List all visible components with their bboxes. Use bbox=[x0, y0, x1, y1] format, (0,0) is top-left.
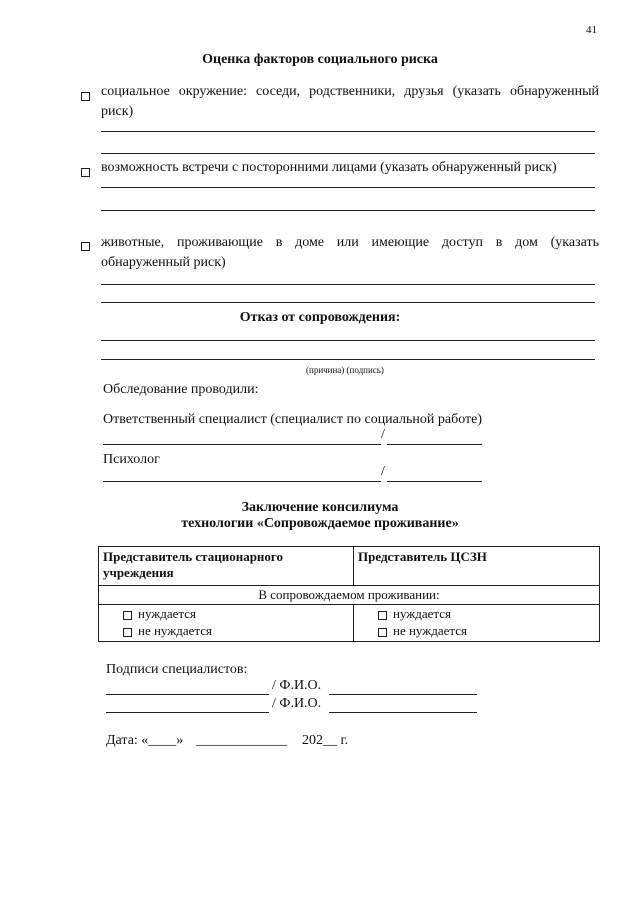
merged-row: В сопровождаемом проживании: bbox=[99, 586, 600, 605]
fio-label: / Ф.И.О. bbox=[272, 678, 322, 693]
checkbox-not-needs-cszn[interactable] bbox=[378, 628, 387, 637]
signature-line-1[interactable] bbox=[106, 694, 269, 695]
date-year: 202__ г. bbox=[302, 733, 349, 748]
fill-line[interactable] bbox=[101, 340, 595, 341]
col-header-institution: Представитель стационарного учреждения bbox=[99, 547, 354, 586]
signature-line-2[interactable] bbox=[106, 712, 269, 713]
checkbox-not-needs-institution[interactable] bbox=[123, 628, 132, 637]
checkbox-needs-institution[interactable] bbox=[123, 611, 132, 620]
risk-item-3-text: животные, проживающие в доме или имеющие доступ в дом (указать bbox=[101, 235, 599, 250]
risk-item-3-text-cont: обнаруженный риск) bbox=[101, 255, 226, 270]
not-needs-label: не нуждается bbox=[138, 623, 212, 638]
conclusion-heading: Заключение консилиума bbox=[241, 500, 399, 515]
fill-line[interactable] bbox=[101, 302, 595, 303]
checkbox-needs-cszn[interactable] bbox=[378, 611, 387, 620]
psychologist-name-line[interactable] bbox=[387, 481, 482, 482]
needs-label: нуждается bbox=[138, 606, 197, 621]
slash: / bbox=[381, 427, 385, 442]
fill-line[interactable] bbox=[101, 131, 595, 132]
risk-item-1-text: социальное окружение: соседи, родственники, друзья (указать обнаруженный bbox=[101, 84, 599, 99]
refusal-caption: (причина) (подпись) bbox=[306, 365, 384, 375]
fill-line[interactable] bbox=[101, 187, 595, 188]
checkbox-animals[interactable] bbox=[81, 242, 90, 251]
fill-line[interactable] bbox=[101, 284, 595, 285]
cell-not-needs-1 bbox=[99, 622, 354, 642]
checkbox-social-environment[interactable] bbox=[81, 92, 90, 101]
specialist-label: Ответственный специалист (специалист по социальной работе) bbox=[103, 412, 483, 427]
checkbox-stranger-meeting[interactable] bbox=[81, 168, 90, 177]
fill-line[interactable] bbox=[101, 153, 595, 154]
fio-line-1[interactable] bbox=[329, 694, 477, 695]
psychologist-signature-line[interactable] bbox=[103, 481, 381, 482]
cell-not-needs-2 bbox=[354, 622, 600, 642]
needs-label: нуждается bbox=[393, 606, 452, 621]
fio-label: / Ф.И.О. bbox=[272, 696, 322, 711]
risk-item-1-text-cont: риск) bbox=[101, 104, 134, 119]
fill-line[interactable] bbox=[101, 359, 595, 360]
slash: / bbox=[381, 464, 385, 479]
cell-needs-1 bbox=[99, 605, 354, 623]
date-label: Дата: «____» bbox=[106, 733, 184, 748]
specialist-signature-line[interactable] bbox=[103, 444, 381, 445]
signatures-label: Подписи специалистов: bbox=[106, 662, 248, 677]
survey-label: Обследование проводили: bbox=[103, 382, 259, 397]
conclusion-table bbox=[98, 546, 600, 642]
col-header-cszn: Представитель ЦСЗН bbox=[354, 547, 600, 586]
psychologist-label: Психолог bbox=[103, 452, 160, 467]
not-needs-label: не нуждается bbox=[393, 623, 467, 638]
page-title: Оценка факторов социального риска bbox=[202, 52, 438, 67]
cell-needs-2 bbox=[354, 605, 600, 623]
conclusion-subheading: технологии «Сопровождаемое проживание» bbox=[181, 516, 459, 531]
date-blank[interactable]: _____________ bbox=[196, 733, 287, 748]
risk-item-2-text: возможность встречи с посторонними лицами (указать обнаруженный риск) bbox=[101, 160, 557, 175]
refusal-heading: Отказ от сопровождения: bbox=[239, 310, 401, 325]
fio-line-2[interactable] bbox=[329, 712, 477, 713]
specialist-name-line[interactable] bbox=[387, 444, 482, 445]
fill-line[interactable] bbox=[101, 210, 595, 211]
page-number: 41 bbox=[586, 24, 597, 36]
